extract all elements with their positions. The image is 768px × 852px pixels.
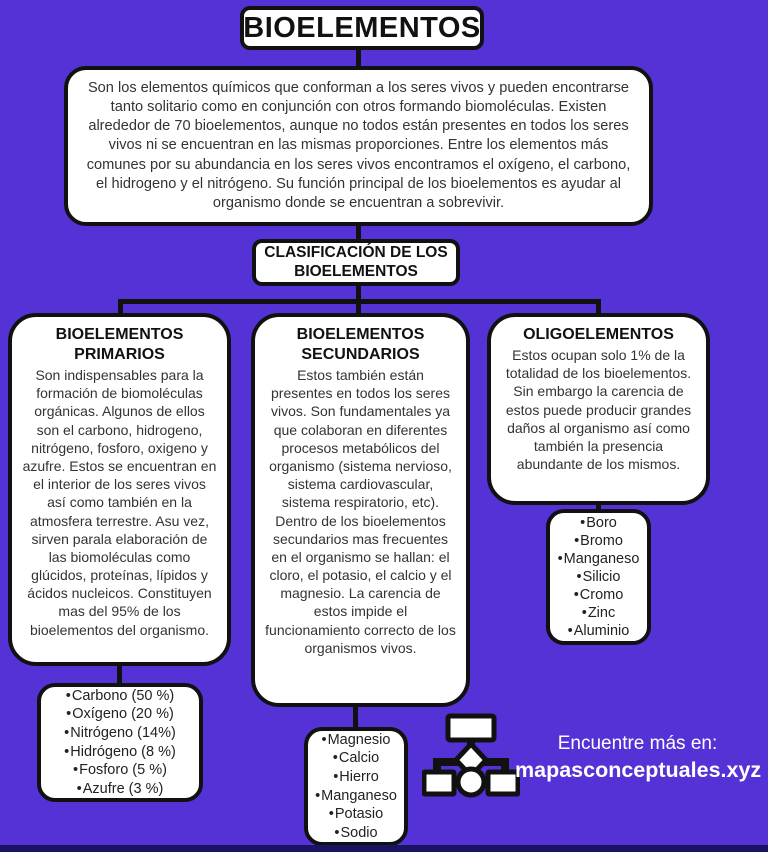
intro-box	[64, 66, 653, 226]
secondary-elements-list-box	[304, 727, 408, 846]
footer-find-more-label: Encuentre más en:	[557, 733, 718, 754]
list-item: • Zinc	[558, 604, 640, 622]
page-title: BIOELEMENTOS	[243, 11, 481, 44]
list-item: • Boro	[558, 514, 640, 532]
footer-text-block	[515, 733, 760, 784]
branch-oligo-body: Estos ocupan solo 1% de la totalidad de los bioelementos. Sin embargo la carencia de estos puede producir grandes daños al organismo así como también la presencia abundante de los mismos.	[505, 347, 692, 473]
branch-oligo-title: OLIGOELEMENTOS	[523, 326, 674, 343]
branch-primary-title: BIOELEMENTOS PRIMARIOS	[55, 326, 184, 363]
list-item: • Silicio	[558, 568, 640, 586]
list-item: • Hidrógeno (8 %)	[64, 743, 176, 762]
footer-site-name: mapasconceptuales.xyz	[515, 757, 762, 782]
branch-oligo-box	[487, 313, 710, 505]
list-item: • Manganeso	[315, 787, 397, 806]
list-item: • Potasio	[315, 805, 397, 824]
list-item: • Bromo	[558, 532, 640, 550]
branch-primary-box	[8, 313, 231, 666]
list-item: • Calcio	[315, 749, 397, 768]
branch-secondary-box	[251, 313, 470, 707]
list-item: • Sodio	[315, 824, 397, 843]
primary-elements-list	[64, 687, 176, 799]
classification-box	[252, 239, 460, 286]
list-item: • Cromo	[558, 586, 640, 604]
oligo-elements-list-box	[546, 509, 651, 645]
list-item: • Manganeso	[558, 550, 640, 568]
list-item: • Nitrógeno (14%)	[64, 724, 176, 743]
intro-text: Son los elementos químicos que conforman a los seres vivos y pueden encontrarse tanto solitario como en conjunción con otros formando biomoléculas. Existen alrededor de 70 bioelementos, aunque no todos están presentes en todos los seres vivos ni se encuentran en las mismas proporciones. Entre los elementos más comunes por su abundancia en los seres vivos encontramos el oxígeno, el carbono, el hidrogeno y el nitrógeno. Su función principal de los bioelementos es ayudar al organismo donde se encuentran a sobrevivir.	[86, 80, 631, 211]
branch-primary-body: Son indispensables para la formación de biomoléculas orgánicas. Algunos de ellos son el carbono, hidrogeno, nitrógeno, fosforo, oxigeno y azufre. Estos se encuentran en el interior de los seres vivos así como también en la atmosfera terrestre. Asu vez, sirven parala elaboración de las biomoléculas como glúcidos, proteínas, lípidos y ácidos nucleicos. Constituyen mas del 95% de los bioelementos del organismo.	[22, 367, 217, 638]
connector-horizontal-bar	[118, 299, 601, 304]
list-item: • Magnesio	[315, 731, 397, 750]
classification-label: CLASIFICACIÓN DE LOS BIOELEMENTOS	[264, 243, 448, 280]
concept-map-logo-icon	[422, 710, 520, 802]
list-item: • Carbono (50 %)	[64, 687, 176, 706]
primary-elements-list-box	[37, 683, 203, 802]
branch-secondary-title: BIOELEMENTOS SECUNDARIOS	[296, 326, 425, 363]
list-item: • Azufre (3 %)	[64, 780, 176, 799]
bottom-accent-strip	[0, 845, 768, 852]
list-item: • Hierro	[315, 768, 397, 787]
page-title-box	[240, 6, 484, 50]
secondary-elements-list	[315, 731, 397, 843]
list-item: • Aluminio	[558, 622, 640, 640]
list-item: • Oxígeno (20 %)	[64, 705, 176, 724]
list-item: • Fosforo (5 %)	[64, 761, 176, 780]
oligo-elements-list	[558, 514, 640, 640]
branch-secondary-body: Estos también están presentes en todos los seres vivos. Son fundamentales ya que colaboran en diferentes procesos metabólicos del organismo (sistema nervioso, sistema cardiovascular, sistema respiratorio, etc). Dentro de los bioelementos secundarios mas frecuentes en el organismo se hallan: el cloro, el potasio, el calcio y el magnesio. La carencia de estos impide el funcionamiento correcto de los organismos vivos.	[265, 367, 456, 656]
